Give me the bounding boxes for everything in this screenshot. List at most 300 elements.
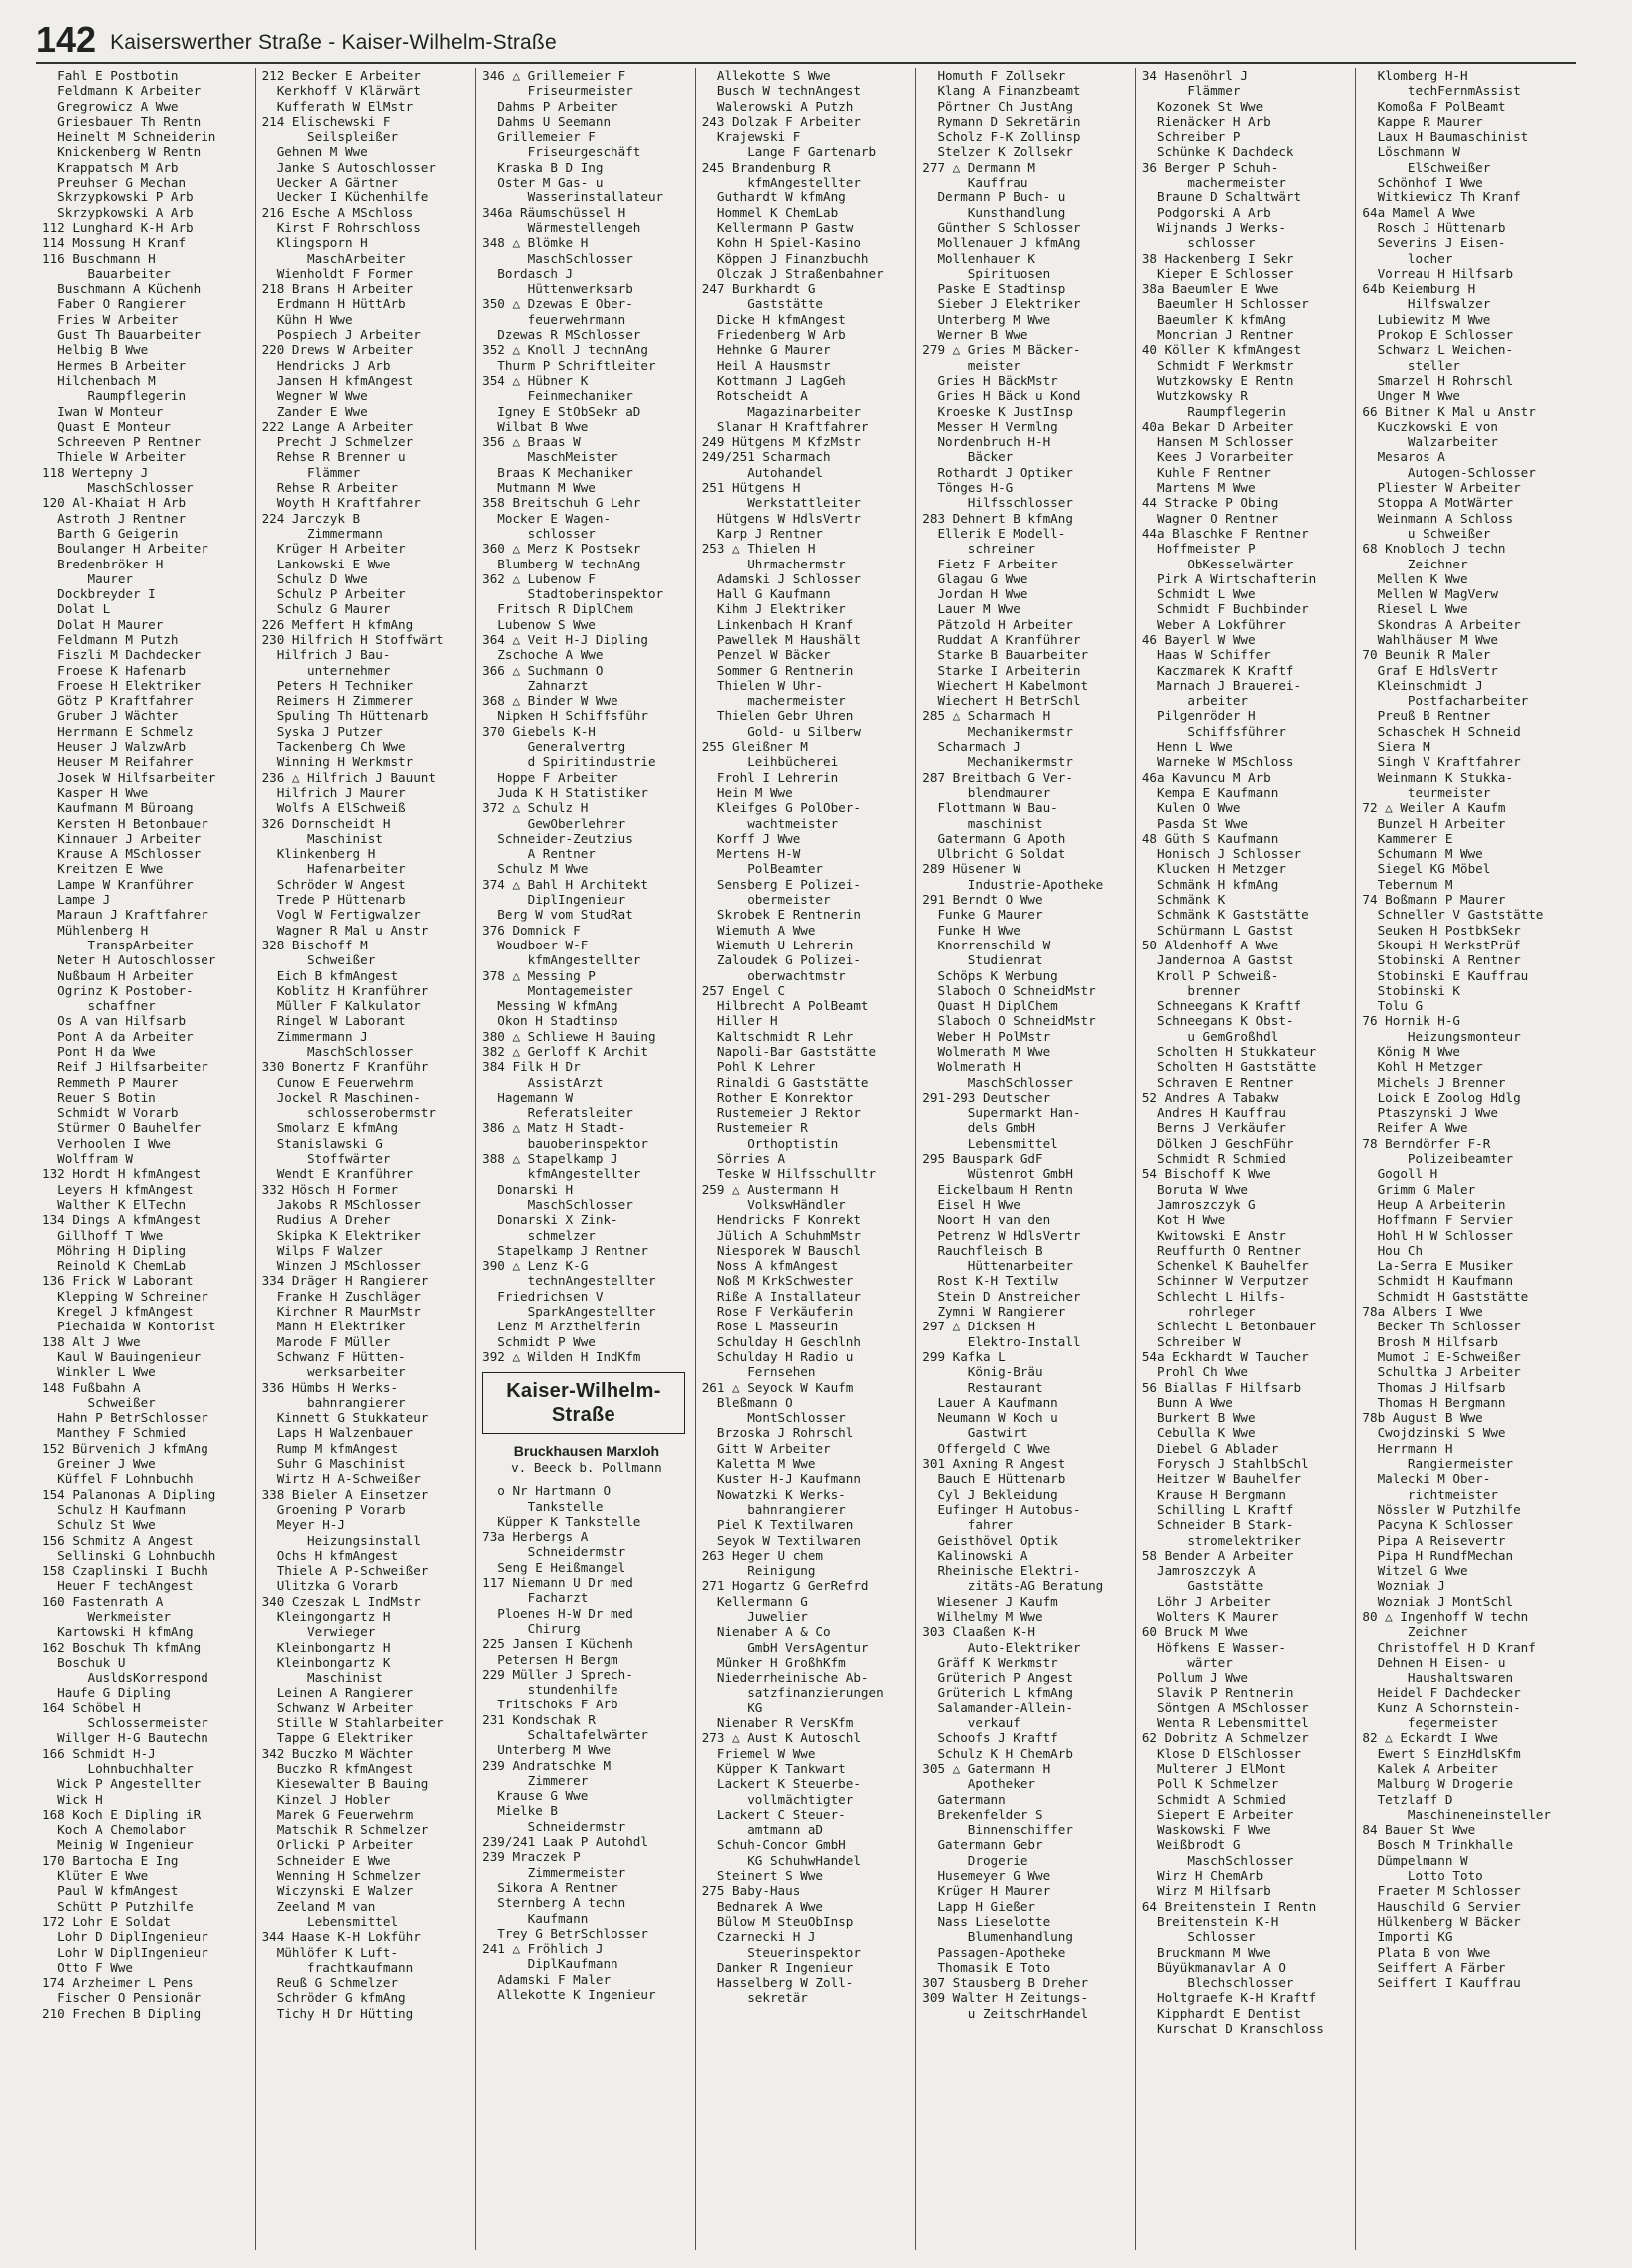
directory-entry: Eufinger H Autobus- <box>922 1501 1081 1517</box>
directory-entry: Wilps F Walzer <box>261 1242 383 1258</box>
directory-entry: Remmeth P Maurer <box>42 1074 179 1090</box>
directory-entry: Seiffert A Färber <box>1362 1959 1506 1975</box>
directory-entry: Kleinschmidt J <box>1362 677 1483 693</box>
directory-entry: Cunow E Feuerwehrm <box>261 1074 414 1090</box>
directory-entry: Brosh M Hilfsarb <box>1362 1333 1498 1349</box>
directory-entry: 170 Bartocha E Ing <box>42 1852 179 1868</box>
directory-entry: Lohnbuchhalter <box>42 1760 194 1776</box>
directory-entry: Kunsthandlung <box>922 204 1066 220</box>
directory-entry: Gogoll H <box>1362 1166 1438 1182</box>
directory-entry: Severins J Eisen- <box>1362 235 1506 251</box>
directory-entry: 249 Hütgens M KfzMstr <box>701 434 861 450</box>
directory-entry: 380 △ Schliewe H Bauing <box>482 1028 656 1044</box>
directory-entry: Schmidt H Kaufmann <box>1362 1273 1514 1289</box>
directory-entry: Thielen W Uhr- <box>701 677 824 693</box>
directory-entry: Zschoche A Wwe <box>482 647 604 663</box>
running-title: Kaiserswerther Straße - Kaiser-Wilhelm-Straße <box>110 31 557 54</box>
directory-entry: 360 △ Merz K Postsekr <box>482 541 641 557</box>
directory-entry: Krajewski F <box>701 129 801 145</box>
directory-entry: Zimmerer <box>482 1772 589 1788</box>
directory-entry: Tichy H Dr Hütting <box>261 2005 414 2021</box>
directory-entry: Pilgenröder H <box>1141 708 1256 724</box>
directory-entry: Josek W Hilfsarbeiter <box>42 769 216 785</box>
directory-entry: Pörtner Ch JustAng <box>922 98 1073 114</box>
directory-entry: Guthardt W kfmAng <box>701 189 846 205</box>
directory-entry: Hoffmann F Servier <box>1362 1212 1514 1228</box>
directory-entry: machermeister <box>1141 175 1286 190</box>
directory-entry: Paul W kfmAngest <box>42 1883 179 1899</box>
directory-entry: Eich B kfmAngest <box>261 967 399 983</box>
directory-entry: 390 △ Lenz K-G <box>482 1258 589 1274</box>
directory-entry: Ulbricht G Soldat <box>922 846 1066 862</box>
directory-entry: Martens M Wwe <box>1141 480 1256 496</box>
directory-entry: Brzoska J Rohrschl <box>701 1425 854 1441</box>
directory-entry: Woudboer W-F <box>482 937 589 952</box>
directory-entry: DiplKaufmann <box>482 1956 618 1972</box>
directory-entry: Manthey F Schmied <box>42 1425 187 1441</box>
directory-column-2 <box>256 68 477 2250</box>
directory-entry: Krüger H Arbeiter <box>261 541 406 557</box>
directory-entry: 255 Gleißner M <box>701 739 808 755</box>
directory-entry: Scharmach J <box>922 739 1020 755</box>
directory-entry: Homuth F Zollsekr <box>922 68 1066 83</box>
directory-entry: Leinen A Rangierer <box>261 1685 414 1701</box>
directory-entry: Gruber J Wächter <box>42 708 179 724</box>
directory-entry: AusldsKorrespond <box>42 1670 208 1686</box>
directory-entry: SparkAngestellter <box>482 1304 656 1320</box>
directory-entry: Christoffel H D Kranf <box>1362 1639 1536 1655</box>
directory-entry: Lankowski E Wwe <box>261 556 391 571</box>
directory-entry: fahrer <box>922 1517 1014 1533</box>
directory-entry: Wilhelmy M Wwe <box>922 1608 1043 1624</box>
directory-entry: Hüttenarbeiter <box>922 1258 1073 1274</box>
directory-entry: Kinnett G Stukkateur <box>261 1410 429 1426</box>
directory-entry: 291 Berndt O Wwe <box>922 892 1043 908</box>
directory-entry: Gräff K Werkmstr <box>922 1654 1058 1670</box>
directory-entry: Lange F Gartenarb <box>701 144 877 160</box>
directory-entry: Weißbrodt G <box>1141 1837 1241 1853</box>
directory-entry: Eisel H Wwe <box>922 1196 1020 1212</box>
directory-entry: Auto-Elektriker <box>922 1639 1081 1655</box>
directory-entry: Braune D Schaltwärt <box>1141 189 1302 205</box>
directory-entry: bauoberinspektor <box>482 1135 648 1151</box>
directory-entry: Gastwirt <box>922 1425 1028 1441</box>
directory-entry: Facharzt <box>482 1590 589 1606</box>
directory-entry: 370 Giebels K-H <box>482 723 596 739</box>
directory-entry: Kalek A Arbeiter <box>1362 1760 1498 1776</box>
directory-entry: 346 △ Grillemeier F <box>482 68 626 83</box>
directory-entry: Salamander-Allein- <box>922 1700 1073 1715</box>
directory-entry: Bauch E Hüttenarb <box>922 1471 1066 1487</box>
directory-entry: 295 Bauspark GdF <box>922 1151 1043 1167</box>
directory-entry: Quast E Monteur <box>42 418 171 434</box>
directory-entry: Messing W kfmAng <box>482 998 618 1014</box>
directory-entry: 34 Hasenöhrl J <box>1141 68 1248 83</box>
directory-entry: Haufe G Dipling <box>42 1685 171 1701</box>
directory-entry: Messer H Vermlng <box>922 418 1058 434</box>
directory-entry: Marek G Feuerwehrm <box>261 1806 414 1822</box>
directory-entry: 239/241 Laak P Autohdl <box>482 1834 648 1850</box>
directory-entry: Schneidermstr <box>482 1818 626 1834</box>
directory-entry: MaschArbeiter <box>261 250 406 266</box>
directory-entry: Mühlöfer K Luft- <box>261 1944 399 1960</box>
directory-entry: Tolu G <box>1362 998 1424 1014</box>
directory-entry: Schneidermstr <box>482 1544 626 1560</box>
directory-entry: Stanislawski G <box>261 1135 383 1151</box>
directory-entry: 309 Walter H Zeitungs- <box>922 1990 1089 2006</box>
directory-entry: Jakobs R MSchlosser <box>261 1196 421 1212</box>
directory-entry: 56 Biallas F Hilfsarb <box>1141 1379 1302 1395</box>
directory-entry: Dermann P Buch- u <box>922 189 1066 205</box>
directory-entry: Restaurant <box>922 1379 1043 1395</box>
directory-entry: Lackert C Steuer- <box>701 1806 846 1822</box>
directory-entry: sekretär <box>701 1990 808 2006</box>
directory-entry: Müller F Kalkulator <box>261 998 421 1014</box>
directory-entry: 132 Hordt H kfmAngest <box>42 1166 202 1182</box>
directory-entry: Sieber J Elektriker <box>922 296 1081 312</box>
directory-entry: Zaloudek G Polizei- <box>701 952 861 968</box>
directory-entry: Heizungsmonteur <box>1362 1028 1521 1044</box>
directory-entry: Adamski J Schlosser <box>701 570 861 586</box>
directory-entry: Riße A Installateur <box>701 1288 861 1304</box>
directory-entry: 73a Herbergs A <box>482 1529 589 1545</box>
directory-entry: Witzel G Wwe <box>1362 1563 1468 1579</box>
directory-entry: Hilfrich J Maurer <box>261 784 406 800</box>
directory-entry: Ellerik E Modell- <box>922 525 1066 541</box>
directory-entry: Friemel W Wwe <box>701 1745 816 1761</box>
directory-entry: Wirz H ChemArb <box>1141 1868 1264 1884</box>
directory-entry: Kuster H-J Kaufmann <box>701 1471 861 1487</box>
directory-entry: Gregrowicz A Wwe <box>42 98 179 114</box>
directory-entry: Wijnands J Werks- <box>1141 219 1286 235</box>
directory-entry: Heuser M Reifahrer <box>42 754 194 770</box>
directory-entry: oberwachtmstr <box>701 967 846 983</box>
directory-entry: Sternberg A techn <box>482 1895 626 1911</box>
directory-entry: 277 △ Dermann M <box>922 159 1036 175</box>
directory-entry: Niederrheinische Ab- <box>701 1670 869 1686</box>
directory-entry: GmbH VersAgentur <box>701 1639 869 1655</box>
directory-entry: 160 Fastenrath A <box>42 1593 164 1609</box>
directory-entry: Steinert S Wwe <box>701 1868 824 1884</box>
directory-entry: Schwanz W Arbeiter <box>261 1700 414 1715</box>
directory-entry: 166 Schmidt H-J <box>42 1745 156 1761</box>
directory-entry: 251 Hütgens H <box>701 480 801 496</box>
directory-entry: Komoßa F PolBeamt <box>1362 98 1506 114</box>
directory-entry: AssistArzt <box>482 1074 604 1090</box>
directory-entry: Jamroszczyk G <box>1141 1196 1256 1212</box>
directory-entry: Wutzkowsky R <box>1141 388 1248 404</box>
directory-entry: schmelzer <box>482 1227 596 1243</box>
directory-entry: Linkenbach H Kranf <box>701 616 854 632</box>
directory-entry: Siera M <box>1362 739 1430 755</box>
directory-entry: Dicke H kfmAngest <box>701 311 846 327</box>
directory-entry: Hauschild G Servier <box>1362 1898 1521 1914</box>
directory-entry: Friseurmeister <box>482 83 633 99</box>
directory-entry: Nössler W Putzhilfe <box>1362 1501 1521 1517</box>
directory-entry: Schenkel K Bauhelfer <box>1141 1258 1309 1274</box>
directory-entry: Uhrmachermstr <box>701 556 846 571</box>
directory-entry: Heinelt M Schneiderin <box>42 129 216 145</box>
directory-entry: 50 Aldenhoff A Wwe <box>1141 937 1279 952</box>
directory-entry: Pirk A Wirtschafterin <box>1141 570 1317 586</box>
directory-entry: Griesbauer Th Rentn <box>42 113 202 129</box>
directory-entry: Peters H Techniker <box>261 677 414 693</box>
directory-entry: schlosser <box>482 525 596 541</box>
directory-entry: Gries H BäckMstr <box>922 372 1058 388</box>
directory-entry: Laux H Baumaschinist <box>1362 129 1529 145</box>
directory-entry: 378 △ Messing P <box>482 967 596 983</box>
directory-entry: MaschSchlosser <box>1141 1852 1294 1868</box>
directory-entry: 72 △ Weiler A Kaufm <box>1362 800 1506 816</box>
directory-entry: Noort H van den <box>922 1212 1051 1228</box>
directory-entry: Kappe R Maurer <box>1362 113 1483 129</box>
directory-entry: Dzewas R MSchlosser <box>482 327 641 343</box>
directory-entry: Kartowski H kfmAng <box>42 1624 194 1640</box>
directory-entry: Polizeibeamter <box>1362 1151 1514 1167</box>
directory-entry: Franke H Zuschläger <box>261 1288 421 1304</box>
directory-entry: 54a Eckhardt W Taucher <box>1141 1348 1309 1364</box>
directory-entry: 44 Stracke P Obing <box>1141 495 1279 511</box>
directory-entry: 224 Jarczyk B <box>261 510 361 526</box>
directory-entry: Löschmann W <box>1362 144 1460 160</box>
directory-entry: MaschSchlosser <box>42 480 194 496</box>
directory-entry: Stelzer K Zollsekr <box>922 144 1073 160</box>
directory-entry: Knickenberg W Rentn <box>42 144 202 160</box>
directory-entry: Oster M Gas- u <box>482 175 604 190</box>
directory-entry: 299 Kafka L <box>922 1348 1006 1364</box>
directory-entry: Gold- u Silberw <box>701 723 861 739</box>
directory-entry: Buschmann A Küchenh <box>42 281 202 297</box>
directory-column-6 <box>1136 68 1357 2250</box>
directory-entry: Ulitzka G Vorarb <box>261 1578 399 1594</box>
directory-entry: Bauarbeiter <box>42 265 171 281</box>
directory-entry: rohrleger <box>1141 1304 1256 1320</box>
directory-entry: Generalvertrg <box>482 739 626 755</box>
directory-entry: Napoli-Bar Gaststätte <box>701 1044 877 1059</box>
directory-entry: Hall G Kaufmann <box>701 586 831 602</box>
directory-entry: Wick P Angestellter <box>42 1776 202 1792</box>
directory-entry: Smolarz E kfmAng <box>261 1120 399 1136</box>
directory-entry: Berg W vom StudRat <box>482 907 633 923</box>
directory-entry: Pipa H RundfMechan <box>1362 1547 1514 1563</box>
directory-entry: Burkert B Wwe <box>1141 1410 1256 1426</box>
directory-entry: Marnach J Brauerei- <box>1141 677 1302 693</box>
directory-entry: Orthoptistin <box>701 1135 839 1151</box>
directory-entry: Kirst F Rohrschloss <box>261 219 421 235</box>
directory-entry: Mollenhauer K <box>922 250 1036 266</box>
directory-entry: Scholten H Stukkateur <box>1141 1044 1317 1059</box>
directory-entry: 64a Mamel A Wwe <box>1362 204 1476 220</box>
page-header <box>36 18 1576 64</box>
directory-entry: Kaul W Bauingenieur <box>42 1348 202 1364</box>
directory-entry: Stapelkamp J Rentner <box>482 1242 648 1258</box>
directory-entry: 82 △ Eckardt I Wwe <box>1362 1730 1498 1746</box>
directory-entry: Kohl H Metzger <box>1362 1059 1483 1075</box>
directory-entry: Klose D ElSchlosser <box>1141 1745 1302 1761</box>
directory-entry: kfmAngestellter <box>482 1166 641 1182</box>
directory-entry: Hilfswalzer <box>1362 296 1491 312</box>
directory-entry: Seiffert I Kauffrau <box>1362 1975 1521 1991</box>
directory-entry: Kufferath W ElMstr <box>261 98 414 114</box>
directory-entry: Weinmann K Stukka- <box>1362 769 1514 785</box>
directory-entry: Pliester W Arbeiter <box>1362 480 1521 496</box>
directory-entry: Quast H DiplChem <box>922 998 1058 1014</box>
directory-entry: A Rentner <box>482 846 596 862</box>
directory-entry: Nass Lieselotte <box>922 1913 1051 1929</box>
directory-entry: Mühlenberg H <box>42 922 149 938</box>
directory-entry: 48 Güth S Kaufmann <box>1141 830 1279 846</box>
directory-entry: Grüterich L kfmAng <box>922 1685 1073 1701</box>
directory-entry: Heup A Arbeiterin <box>1362 1196 1506 1212</box>
directory-entry: Thurm P Schriftleiter <box>482 357 656 373</box>
directory-entry: Zeeland M van <box>261 1898 376 1914</box>
directory-entry: Seuken H PostbkSekr <box>1362 922 1521 938</box>
directory-entry: Dolat L <box>42 601 111 617</box>
directory-entry: Reuer S Botin <box>42 1089 156 1105</box>
directory-entry: 307 Stausberg B Dreher <box>922 1975 1089 1991</box>
directory-entry: 247 Burkhardt G <box>701 281 816 297</box>
directory-entry: Kreitzen E Wwe <box>42 861 164 877</box>
directory-entry: Büyükmanavlar A O <box>1141 1959 1286 1975</box>
directory-entry: Podgorski A Arb <box>1141 204 1271 220</box>
directory-entry: 330 Bonertz F Kranführ <box>261 1059 429 1075</box>
directory-entry: Andres H Kauffrau <box>1141 1105 1286 1121</box>
directory-entry: Wutzkowsky E Rentn <box>1141 372 1294 388</box>
directory-entry: 52 Andres A Tabakw <box>1141 1089 1279 1105</box>
directory-entry: Passagen-Apotheke <box>922 1944 1066 1960</box>
directory-entry: 36 Berger P Schuh- <box>1141 159 1279 175</box>
directory-entry: Stein D Anstreicher <box>922 1288 1081 1304</box>
directory-entry: Schreiber P <box>1141 129 1241 145</box>
directory-entry: Wiechert H BetrSchl <box>922 693 1081 709</box>
directory-entry: Mumot J E-Schweißer <box>1362 1348 1521 1364</box>
directory-entry: Otto F Wwe <box>42 1959 133 1975</box>
directory-entry: Unterberg M Wwe <box>482 1742 612 1758</box>
directory-entry: Stürmer O Bauhelfer <box>42 1120 202 1136</box>
directory-entry: Stobinski K <box>1362 982 1460 998</box>
directory-entry: Wolmerath H <box>922 1059 1020 1075</box>
directory-entry: 372 △ Schulz H <box>482 800 589 816</box>
directory-entry: Herrmann E Schmelz <box>42 723 194 739</box>
directory-entry: Woyth H Kraftfahrer <box>261 495 421 511</box>
directory-entry: Kinzel J Hobler <box>261 1791 391 1807</box>
directory-entry: Gatermann Gebr <box>922 1837 1043 1853</box>
directory-entry: 301 Axning R Angest <box>922 1456 1066 1472</box>
directory-entry: 218 Brans H Arbeiter <box>261 281 414 297</box>
directory-entry: verkauf <box>922 1715 1020 1731</box>
directory-entry: 326 Dornscheidt H <box>261 815 391 831</box>
directory-entry: Raumpflegerin <box>1141 403 1286 419</box>
directory-entry: MaschSchlosser <box>482 250 633 266</box>
directory-entry: 366 △ Suchmann O <box>482 662 604 678</box>
directory-entry: Dockbreyder I <box>42 586 156 602</box>
directory-entry: Graf E HdlsVertr <box>1362 662 1498 678</box>
directory-entry: Wolffram W <box>42 1151 133 1167</box>
directory-entry: Klang A Finanzbeamt <box>922 83 1081 99</box>
directory-entry: Trede P Hüttenarb <box>261 892 406 908</box>
directory-entry: Siepert E Arbeiter <box>1141 1806 1294 1822</box>
directory-entry: Piel K Textilwaren <box>701 1517 854 1533</box>
directory-entry: Feldmann M Putzh <box>42 631 179 647</box>
directory-entry: Wasserinstallateur <box>482 189 664 205</box>
directory-entry: Schürmann L Gastst <box>1141 922 1294 938</box>
directory-entry: Heil A Hausmstr <box>701 357 831 373</box>
directory-entry: technAngestellter <box>482 1273 656 1289</box>
directory-entry: Werkstattleiter <box>701 495 861 511</box>
directory-entry: Wirtz H A-Schweißer <box>261 1471 421 1487</box>
directory-entry: Scholten H Gaststätte <box>1141 1059 1317 1075</box>
directory-entry: Scholz F-K Zollinsp <box>922 129 1081 145</box>
directory-entry: Rose F Verkäuferin <box>701 1304 854 1320</box>
directory-entry: 136 Frick W Laborant <box>42 1273 194 1289</box>
directory-entry: Wenning H Schmelzer <box>261 1868 421 1884</box>
directory-entry: Donarski X Zink- <box>482 1212 618 1228</box>
directory-entry: Schröder W Angest <box>261 876 406 892</box>
directory-entry: König M Wwe <box>1362 1044 1460 1059</box>
directory-entry: Frohl I Lehrerin <box>701 769 839 785</box>
directory-entry: Schönhof I Wwe <box>1362 175 1483 190</box>
directory-entry: teurmeister <box>1362 784 1491 800</box>
directory-entry: Iwan W Monteur <box>42 403 164 419</box>
directory-entry: Ogrinz K Postober- <box>42 982 194 998</box>
directory-entry: Friedenberg W Arb <box>701 327 846 343</box>
directory-entry: Boulanger H Arbeiter <box>42 541 208 557</box>
directory-entry: Slavik P Rentnerin <box>1141 1685 1294 1701</box>
directory-entry: Schultka J Arbeiter <box>1362 1364 1521 1380</box>
directory-entry: Drogerie <box>922 1852 1028 1868</box>
directory-entry: Flämmer <box>261 464 361 480</box>
directory-entry: Skoupi H WerkstPrüf <box>1362 937 1521 952</box>
directory-entry: 231 Kondschak R <box>482 1711 596 1727</box>
directory-entry: Kühn H Wwe <box>261 311 353 327</box>
directory-entry: Kroll P Schweiß- <box>1141 967 1279 983</box>
directory-entry: Maschinist <box>261 830 383 846</box>
directory-entry: stundenhilfe <box>482 1682 618 1698</box>
directory-entry: Nienaber R VersKfm <box>701 1715 854 1731</box>
directory-entry: Breitenstein K-H <box>1141 1913 1279 1929</box>
directory-entry: Nienaber A & Co <box>701 1624 831 1640</box>
directory-entry: Walther K ElTechn <box>42 1196 187 1212</box>
directory-entry: Tankstelle <box>482 1498 604 1514</box>
directory-entry: Hehnke G Maurer <box>701 342 831 358</box>
directory-entry: Starke I Arbeiterin <box>922 662 1081 678</box>
directory-entry: Schneider-Zeutzius <box>482 830 633 846</box>
directory-entry: Hilchenbach M <box>42 372 156 388</box>
directory-entry: dels GmbH <box>922 1120 1036 1136</box>
directory-entry: Wahlhäuser M Wwe <box>1362 631 1498 647</box>
directory-entry: Cebulla K Wwe <box>1141 1425 1256 1441</box>
directory-entry: Klüter E Wwe <box>42 1868 149 1884</box>
directory-entry: Feinmechaniker <box>482 388 633 404</box>
directory-entry: ObKesselwärter <box>1141 556 1294 571</box>
directory-entry: Gatermann G Apoth <box>922 830 1066 846</box>
directory-entry: 78b August B Wwe <box>1362 1410 1483 1426</box>
directory-entry: Köppen J Finanzbuchh <box>701 250 869 266</box>
directory-entry: Glagau G Wwe <box>922 570 1028 586</box>
directory-entry: 279 △ Gries M Bäcker- <box>922 342 1081 358</box>
directory-entry: Bleßmann O <box>701 1394 793 1410</box>
directory-entry: 64 Breitenstein I Rentn <box>1141 1898 1317 1914</box>
directory-entry: 287 Breitbach G Ver- <box>922 769 1073 785</box>
directory-entry: Piechaida W Kontorist <box>42 1319 216 1334</box>
directory-entry: Reif J Hilfsarbeiter <box>42 1059 208 1075</box>
directory-entry: Mesaros A <box>1362 449 1445 465</box>
directory-entry: 44a Blaschke F Rentner <box>1141 525 1309 541</box>
directory-entry: Wolmerath M Wwe <box>922 1044 1051 1059</box>
directory-entry: 148 Fußbahn A <box>42 1379 141 1395</box>
directory-entry: Schoofs J Kraftf <box>922 1730 1058 1746</box>
directory-entry: Matschik R Schmelzer <box>261 1822 429 1838</box>
